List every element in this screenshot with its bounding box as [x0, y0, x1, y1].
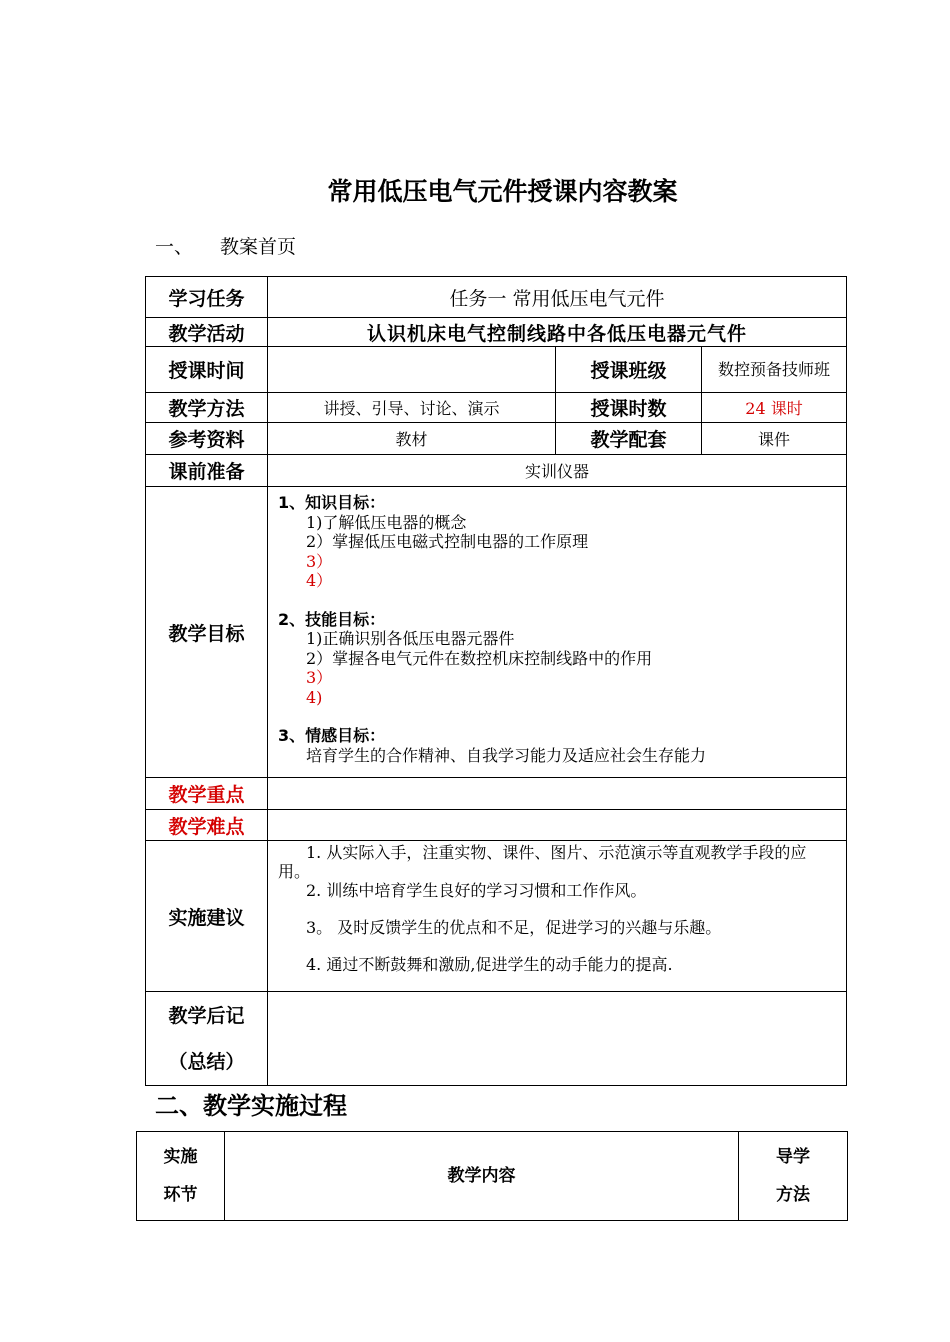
support-value: 课件: [702, 423, 847, 455]
section-2-heading: 二、教学实施过程: [155, 1092, 347, 1120]
lesson-plan-table: [145, 276, 847, 1086]
task-label: 学习任务: [146, 277, 268, 318]
knowledge-goal-2: 2）掌握低压电磁式控制电器的工作原理: [306, 532, 589, 551]
skill-goal-1: 1)正确识别各低压电器元器件: [306, 629, 515, 648]
skill-goal-3: 3）: [306, 668, 333, 687]
time-value: [268, 347, 556, 393]
process-col-content: 教学内容: [225, 1132, 739, 1221]
process-col-stage-line1: 实施: [163, 1147, 198, 1167]
notes-label-line1: 教学后记: [168, 1004, 245, 1027]
emotion-goal-heading: 3、情感目标：: [278, 726, 386, 745]
prep-value: 实训仪器: [268, 455, 847, 487]
notes-label: [146, 992, 268, 1086]
goals-content: [268, 487, 847, 778]
key-point-label: 教学重点: [146, 778, 268, 810]
activity-value: 认识机床电气控制线路中各低压电器元气件: [268, 318, 847, 347]
task-value: 任务一 常用低压电气元件: [268, 277, 847, 318]
process-table: [136, 1131, 848, 1221]
skill-goal-2: 2）掌握各电气元件在数控机床控制线路中的作用: [306, 648, 653, 668]
suggestion-4: 4. 通过不断鼓舞和激励,促进学生的动手能力的提高.: [306, 955, 673, 974]
reference-value: 教材: [268, 423, 556, 455]
suggestion-2: 2. 训练中培育学生良好的学习习惯和工作作风。: [306, 881, 647, 900]
suggestion-1: 1. 从实际入手，注重实物、课件、图片、示范演示等直观教学手段的应用。: [278, 843, 807, 881]
hours-label: 授课时数: [556, 393, 702, 423]
document-title: 常用低压电气元件授课内容教案: [327, 177, 678, 206]
method-label: 教学方法: [146, 393, 268, 423]
goals-label: 教学目标: [146, 487, 268, 778]
hours-value: 24 课时: [702, 393, 847, 423]
notes-label-line2: （总结）: [168, 1050, 245, 1073]
process-col-method: [739, 1132, 848, 1221]
section-1-number: 一、: [155, 236, 194, 258]
process-col-method-line1: 导学: [776, 1147, 810, 1167]
method-value: 讲授、引导、讨论、演示: [268, 393, 556, 423]
suggestion-3: 3。 及时反馈学生的优点和不足，促进学习的兴趣与乐趣。: [306, 918, 722, 937]
class-value: 数控预备技师班: [702, 347, 847, 393]
activity-label: 教学活动: [146, 318, 268, 347]
class-label: 授课班级: [556, 347, 702, 393]
notes-value: [268, 992, 847, 1086]
section-1-label: 教案首页: [220, 236, 297, 258]
suggestions-content: [268, 841, 847, 992]
time-label: 授课时间: [146, 347, 268, 393]
emotion-goal-1: 培育学生的合作精神、自我学习能力及适应社会生存能力: [306, 745, 707, 765]
difficult-point-value: [268, 810, 847, 841]
skill-goal-heading: 2、技能目标：: [278, 609, 386, 629]
difficult-point-label: 教学难点: [146, 810, 268, 841]
prep-label: 课前准备: [146, 455, 268, 487]
process-col-stage-line2: 环节: [163, 1185, 198, 1205]
key-point-value: [268, 778, 847, 810]
knowledge-goal-heading: 1、知识目标：: [278, 493, 386, 512]
suggestions-label: 实施建议: [146, 841, 268, 992]
support-label: 教学配套: [556, 423, 702, 455]
process-col-method-line2: 方法: [776, 1185, 810, 1205]
reference-label: 参考资料: [146, 423, 268, 455]
knowledge-goal-3: 3）: [306, 551, 333, 571]
process-col-stage: [137, 1132, 225, 1221]
section-1-heading: [155, 232, 296, 259]
knowledge-goal-1: 1)了解低压电器的概念: [306, 512, 467, 532]
skill-goal-4: 4): [306, 687, 323, 707]
knowledge-goal-4: 4）: [306, 571, 333, 590]
